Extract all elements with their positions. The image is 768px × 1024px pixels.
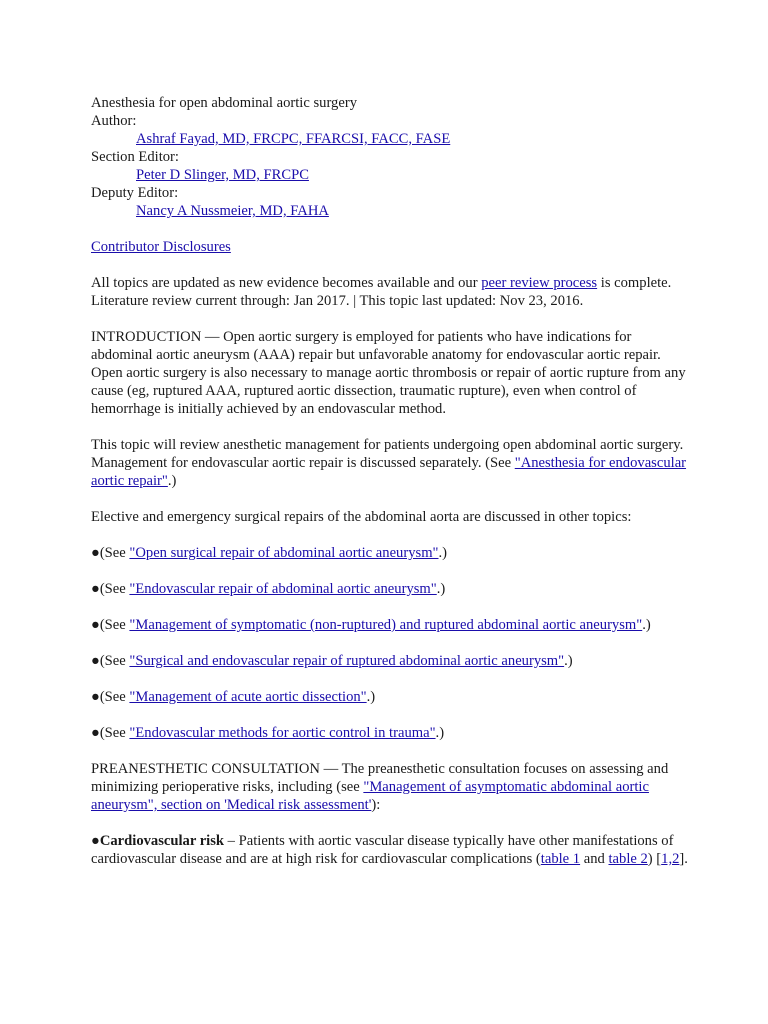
deputy-editor-label: Deputy Editor: — [91, 185, 179, 201]
list-item-suffix: .) — [642, 617, 651, 633]
list-item-prefix: ●(See — [91, 581, 130, 597]
table-2-link[interactable]: table 2 — [608, 851, 648, 867]
contributor-disclosures-link[interactable]: Contributor Disclosures — [91, 239, 231, 255]
update-notice — [91, 274, 691, 292]
list-item-suffix: .) — [366, 689, 376, 705]
cardiovascular-risk-text: – Patients with aortic vascular disease typically have other manifestations of cardiovascular disease and are at high risk for cardiovascular complications ( — [91, 833, 674, 867]
preanesthetic-paragraph — [91, 760, 691, 814]
cardiovascular-risk-end: ]. — [679, 851, 688, 867]
literature-review-line: Literature review current through: Jan 2017. | This topic last updated: Nov 23, 2016. — [91, 293, 584, 309]
topic-link-ruptured-repair[interactable]: "Surgical and endovascular repair of ruptured abdominal aortic aneurysm" — [129, 653, 565, 669]
list-item-prefix: ●(See — [91, 617, 130, 633]
list-item — [91, 724, 691, 742]
list-item-suffix: .) — [438, 545, 448, 561]
table-1-link[interactable]: table 1 — [540, 851, 581, 867]
elective-paragraph: Elective and emergency surgical repairs of the abdominal aorta are discussed in other topics: — [91, 509, 632, 525]
reference-link[interactable]: 1,2 — [661, 851, 680, 867]
update-notice-text: All topics are updated as new evidence becomes available and our — [91, 275, 482, 291]
preanesthetic-text-end: ): — [371, 797, 381, 813]
cardiovascular-risk-item — [91, 832, 691, 868]
topic-link-endovascular-repair[interactable]: "Endovascular repair of abdominal aortic aneurysm" — [129, 581, 437, 597]
section-editor-label: Section Editor: — [91, 149, 179, 165]
topic-link-open-surgical-repair[interactable]: "Open surgical repair of abdominal aortic aneurysm" — [129, 545, 439, 561]
list-item-prefix: ●(See — [91, 689, 130, 705]
cardiovascular-risk-bracket: ) [ — [647, 851, 662, 867]
section-editor-link[interactable]: Peter D Slinger, MD, FRCPC — [136, 167, 309, 183]
deputy-editor-link[interactable]: Nancy A Nussmeier, MD, FAHA — [136, 203, 329, 219]
list-item-prefix: ●(See — [91, 725, 130, 741]
preanesthetic-text: PREANESTHETIC CONSULTATION — The preanesthetic consultation focuses on assessing and minimizing perioperative risks, including (see — [91, 761, 669, 795]
asymptomatic-aneurysm-link[interactable]: "Management of asymptomatic abdominal aortic aneurysm", section on 'Medical risk assessment' — [91, 779, 649, 813]
list-item-prefix: ●(See — [91, 545, 130, 561]
review-paragraph — [91, 436, 691, 490]
bullet-glyph: ● — [91, 833, 100, 849]
cardiovascular-risk-heading: Cardiovascular risk — [99, 833, 225, 849]
list-item-suffix: .) — [435, 725, 445, 741]
review-text-end: .) — [167, 473, 177, 489]
list-item — [91, 688, 691, 706]
update-notice-text-end: is complete. — [597, 275, 672, 291]
introduction-paragraph: INTRODUCTION — Open aortic surgery is employed for patients who have indications for abdominal aortic aneurysm (AAA) repair but unfavorable anatomy for endovascular aortic repair. Open aortic surgery is also necessary to manage aortic thrombosis or repair of aortic rupture from any cause (eg, ruptured AAA, ruptured aortic dissection, traumatic rupture), even when control of hemorrhage is initially achieved by an endovascular method. — [91, 329, 686, 417]
list-item — [91, 580, 691, 598]
author-link[interactable]: Ashraf Fayad, MD, FRCPC, FFARCSI, FACC, FASE — [136, 131, 451, 147]
list-item — [91, 544, 691, 562]
cardiovascular-risk-and: and — [580, 851, 609, 867]
list-item — [91, 652, 691, 670]
author-label: Author: — [91, 113, 137, 129]
topic-link-trauma-control[interactable]: "Endovascular methods for aortic control in trauma" — [129, 725, 436, 741]
list-item-suffix: .) — [564, 653, 573, 669]
topic-link-symptomatic-aneurysm[interactable]: "Management of symptomatic (non-ruptured) and ruptured abdominal aortic aneurysm" — [129, 617, 643, 633]
list-item — [91, 616, 691, 634]
list-item-prefix: ●(See — [91, 653, 130, 669]
article-title: Anesthesia for open abdominal aortic surgery — [91, 95, 357, 111]
article — [91, 94, 691, 868]
topic-link-acute-dissection[interactable]: "Management of acute aortic dissection" — [129, 689, 367, 705]
anesthesia-endovascular-link[interactable]: "Anesthesia for endovascular aortic repair" — [91, 455, 687, 489]
peer-review-link[interactable]: peer review process — [481, 275, 598, 291]
review-text: This topic will review anesthetic management for patients undergoing open abdominal aortic surgery. Management for endovascular aortic repair is discussed separately. (See — [91, 437, 684, 471]
list-item-suffix: .) — [436, 581, 446, 597]
